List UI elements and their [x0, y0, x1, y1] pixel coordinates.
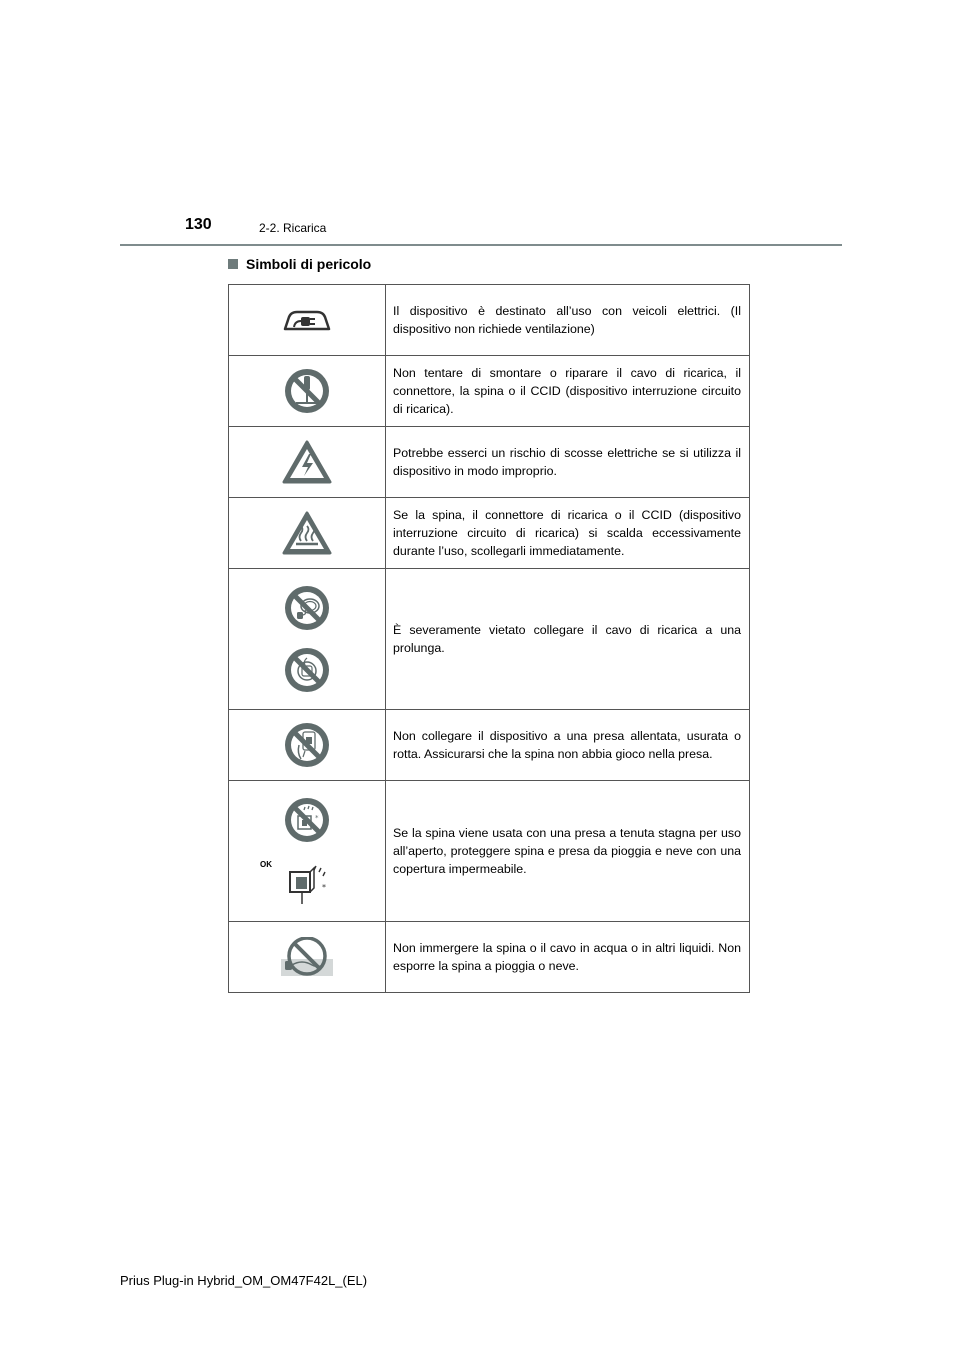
- table-row: [229, 427, 750, 498]
- no-loose-outlet-icon: [283, 721, 331, 769]
- row-text: Potrebbe esserci un rischio di scosse elettriche se si utilizza il dispositivo in modo improprio.: [386, 427, 750, 498]
- no-extension-cord-icon: [283, 584, 331, 632]
- page-number: 130: [185, 216, 212, 233]
- icon-cell: [229, 498, 386, 569]
- row-text: Se la spina viene usata con una presa a tenuta stagna per uso all’aperto, proteggere spina e presa da pioggia e neve con una copertura impermeabile.: [386, 781, 750, 922]
- icon-cell: [229, 922, 386, 993]
- ev-plug-car-icon: [281, 305, 333, 335]
- icon-cell: [229, 285, 386, 356]
- table-row: [229, 569, 750, 710]
- row-text: È severamente vietato collegare il cavo di ricarica a una prolunga.: [386, 569, 750, 710]
- icon-cell: [229, 569, 386, 710]
- hazard-symbols-table: [228, 284, 750, 993]
- ok-label: OK: [260, 860, 272, 869]
- table-row: [229, 356, 750, 427]
- table-row: [229, 710, 750, 781]
- svg-text:*: *: [315, 814, 319, 822]
- row-text: Il dispositivo è destinato all’uso con veicoli elettrici. (Il dispositivo non richiede ventilazione): [386, 285, 750, 356]
- icon-cell: [229, 356, 386, 427]
- row-text: Non immergere la spina o il cavo in acqua o in altri liquidi. Non esporre la spina a pioggia o neve.: [386, 922, 750, 993]
- no-water-immersion-icon: [280, 937, 334, 977]
- table-row: [229, 285, 750, 356]
- no-extension-plug-icon: [283, 646, 331, 694]
- hot-surface-warning-icon: [281, 510, 333, 556]
- electric-shock-warning-icon: [281, 439, 333, 485]
- weatherproof-outlet-icon: [282, 858, 332, 906]
- footer-document-id: Prius Plug-in Hybrid_OM_OM47F42L_(EL): [120, 1273, 368, 1288]
- square-bullet-icon: [228, 259, 238, 269]
- breadcrumb: 2-2. Ricarica: [259, 221, 327, 235]
- header-divider: [120, 244, 842, 246]
- icon-cell: [229, 427, 386, 498]
- table-row: [229, 498, 750, 569]
- section-title: Simboli di pericolo: [246, 256, 372, 272]
- table-row: [229, 781, 750, 922]
- table-row: [229, 922, 750, 993]
- row-text: Non collegare il dispositivo a una presa allentata, usurata o rotta. Assicurarsi che la spina non abbia gioco nella presa.: [386, 710, 750, 781]
- row-text: Non tentare di smontare o riparare il cavo di ricarica, il connettore, la spina o il CCID (dispositivo interruzione circuito di ricarica).: [386, 356, 750, 427]
- icon-cell: [229, 781, 386, 922]
- section-heading: [228, 256, 371, 272]
- icon-cell: [229, 710, 386, 781]
- row-text: Se la spina, il connettore di ricarica o il CCID (dispositivo interruzione circuito di ricarica) si scalda eccessivamente durante l’uso, scollegarli immediatamente.: [386, 498, 750, 569]
- no-unprotected-outlet-icon: [283, 796, 331, 844]
- svg-text:*: *: [322, 883, 326, 892]
- no-disassembly-icon: [283, 367, 331, 415]
